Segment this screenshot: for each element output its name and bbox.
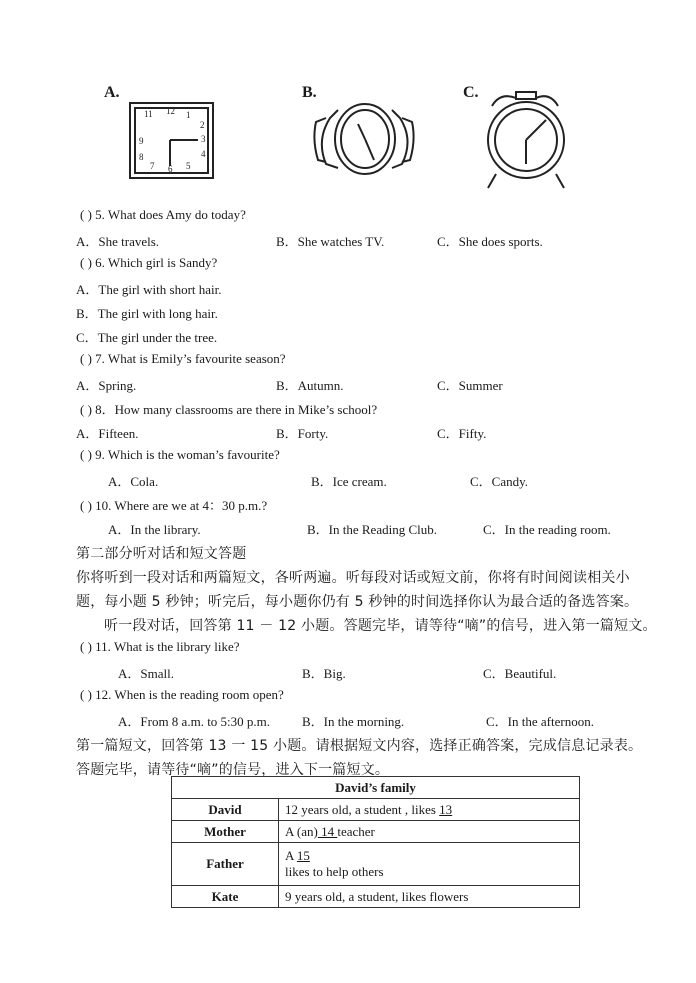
- row-value-father: [279, 843, 580, 886]
- family-info-table: [171, 776, 580, 908]
- clock-a-num-3: 3: [201, 134, 206, 144]
- blank-15[interactable]: 15: [296, 848, 310, 863]
- clock-a-num-9: 9: [139, 136, 144, 146]
- table-row: [172, 799, 580, 821]
- q12-option-b: B．In the morning.: [302, 714, 405, 729]
- row-value-mother: [279, 821, 580, 843]
- q6-stem: ( ) 6. Which girl is Sandy?: [80, 255, 218, 270]
- clock-figure: [80, 76, 620, 200]
- father-text-line2: likes to help others: [285, 864, 384, 879]
- q11-option-c: C．Beautiful.: [483, 666, 557, 681]
- row-value-david: [279, 799, 580, 821]
- q8-option-b: B．Forty.: [276, 426, 329, 441]
- section2-intro-line2: 题，每小题 5 秒钟；听完后，每小题你仍有 5 秒钟的时间选择你认为最合适的备选答案。: [76, 594, 639, 610]
- mother-text-post: teacher: [337, 823, 375, 839]
- q5-stem: ( ) 5. What does Amy do today?: [80, 207, 246, 222]
- q9-option-b: B．Ice cream.: [311, 474, 387, 489]
- table-header-row: [172, 777, 580, 799]
- row-label-david: David: [172, 799, 279, 821]
- q8-option-c: C．Fifty.: [437, 426, 487, 441]
- dialog-instruction: 听一段对话，回答第 11 － 12 小题。答题完毕，请等待“嘀”的信号，进入第一篇短文。: [104, 618, 657, 634]
- clock-a-num-4: 4: [201, 149, 206, 159]
- q7-option-a: A．Spring.: [76, 378, 137, 393]
- clock-a-num-6: 6: [168, 164, 173, 174]
- clock-a-num-5: 5: [186, 161, 191, 171]
- q10-stem: ( ) 10. Where are we at 4：30 p.m.?: [80, 498, 268, 513]
- clock-a-num-8: 8: [139, 152, 144, 162]
- section2-heading: 第二部分听对话和短文答题: [76, 546, 247, 562]
- q7-option-b: B．Autumn.: [276, 378, 344, 393]
- clock-a-num-7: 7: [150, 161, 155, 171]
- clock-a-num-1: 1: [186, 110, 191, 120]
- q9-option-c: C．Candy.: [470, 474, 529, 489]
- row-label-mother: Mother: [172, 821, 279, 843]
- section2-intro-line1: 你将听到一段对话和两篇短文，各听两遍。听每段对话或短文前，你将有时间阅读相关小: [76, 570, 630, 586]
- q12-stem: ( ) 12. When is the reading room open?: [80, 687, 284, 702]
- q6-option-b: B．The girl with long hair.: [76, 306, 218, 321]
- blank-13[interactable]: 13: [439, 801, 453, 817]
- blank-14[interactable]: 14: [317, 823, 338, 839]
- q7-stem: ( ) 7. What is Emily’s favourite season?: [80, 351, 286, 366]
- q11-option-b: B．Big.: [302, 666, 346, 681]
- q5-option-a: A．She travels.: [76, 234, 160, 249]
- row-label-kate: Kate: [172, 886, 279, 908]
- table-row: [172, 843, 580, 886]
- father-text: A: [285, 848, 297, 863]
- q9-stem: ( ) 9. Which is the woman’s favourite?: [80, 447, 280, 462]
- q8-stem: ( ) 8．How many classrooms are there in Mike’s school?: [80, 402, 378, 417]
- q10-option-a: A．In the library.: [108, 522, 201, 537]
- passage1-instruction-line2: 答题完毕，请等待“嘀”的信号，进入下一篇短文。: [76, 762, 390, 778]
- q11-stem: ( ) 11. What is the library like?: [80, 639, 240, 654]
- row-value-kate: 9 years old, a student, likes flowers: [279, 886, 580, 908]
- clock-a: [130, 103, 213, 178]
- clock-a-num-11: 11: [144, 109, 153, 119]
- q6-option-c: C．The girl under the tree.: [76, 330, 218, 345]
- clock-a-num-2: 2: [200, 120, 205, 130]
- david-text: 12 years old, a student , likes: [285, 801, 440, 817]
- q10-option-b: B．In the Reading Club.: [307, 522, 437, 537]
- q8-option-a: A．Fifteen.: [76, 426, 139, 441]
- q7-option-c: C．Summer: [437, 378, 503, 393]
- row-label-father: Father: [172, 843, 279, 886]
- clock-c: [488, 92, 564, 188]
- q9-option-a: A．Cola.: [108, 474, 159, 489]
- clock-label-c: C.: [463, 84, 479, 101]
- clock-a-num-12: 12: [166, 106, 175, 116]
- q11-option-a: A．Small.: [118, 666, 174, 681]
- mother-text: A (an): [285, 823, 318, 839]
- clock-label-b: B.: [302, 84, 317, 101]
- q12-option-c: C．In the afternoon.: [486, 714, 594, 729]
- passage1-instruction-line1: 第一篇短文，回答第 13 一 15 小题。请根据短文内容，选择正确答案，完成信息记录表。: [76, 738, 643, 754]
- q6-option-a: A．The girl with short hair.: [76, 282, 222, 297]
- q5-option-c: C．She does sports.: [437, 234, 543, 249]
- clock-b: [314, 104, 413, 174]
- clock-illustration: [80, 76, 620, 200]
- q5-option-b: B．She watches TV.: [276, 234, 385, 249]
- table-title: David’s family: [172, 777, 580, 799]
- q12-option-a: A．From 8 a.m. to 5:30 p.m.: [118, 714, 271, 729]
- q10-option-c: C．In the reading room.: [483, 522, 611, 537]
- table-row: [172, 821, 580, 843]
- clock-label-a: A.: [104, 84, 120, 101]
- table-row: [172, 886, 580, 908]
